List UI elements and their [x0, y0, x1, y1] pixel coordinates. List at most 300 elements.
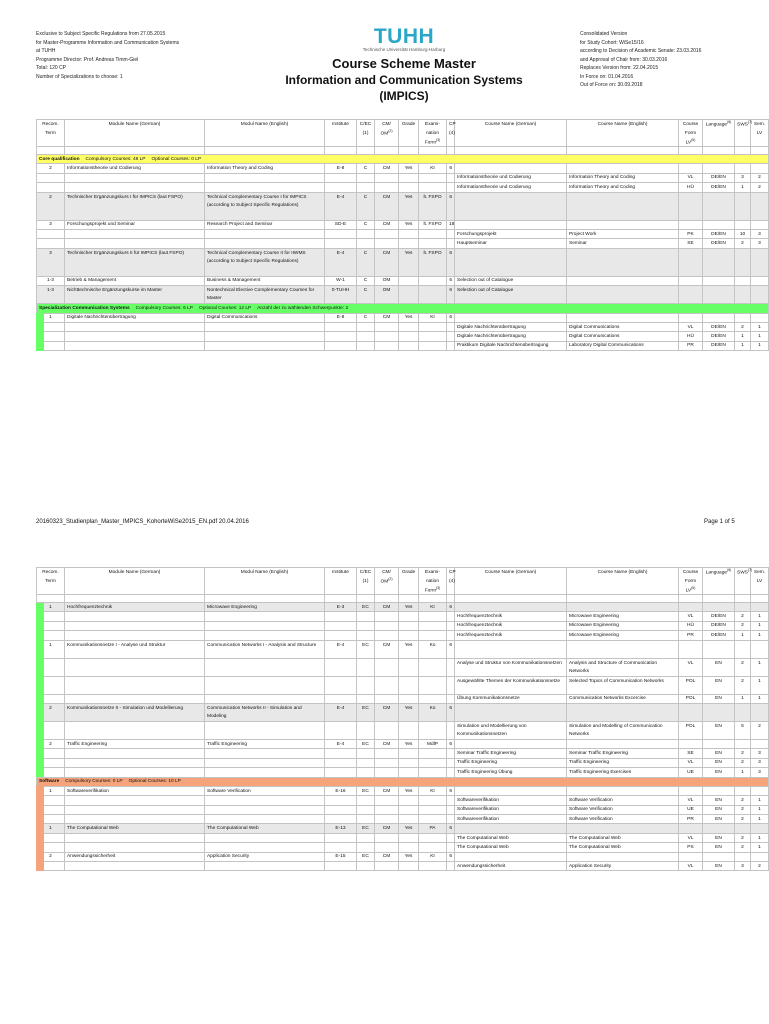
semester-cell: 3 [751, 749, 769, 758]
compulsory-elective-cell: EC [357, 786, 375, 795]
module-name-english-cell: Nontechnical Elective Complementary Courses for Master [205, 286, 325, 304]
course-form-cell: HÜ [679, 183, 703, 192]
cm-om-cell [375, 676, 399, 694]
credit-points-cell [447, 322, 455, 331]
institute-cell [325, 229, 357, 238]
module-name-english-cell [205, 173, 325, 182]
grade-cell [399, 721, 419, 739]
module-name-german-cell: Nichttechnische Ergänzungskurse im Master [65, 286, 205, 304]
spacer-cell [375, 595, 399, 603]
column-header-institute: Institute [325, 120, 357, 129]
course-name-english-cell [567, 313, 679, 322]
language-cell: EN [703, 749, 735, 758]
language-cell: EN [703, 796, 735, 805]
sws-cell [735, 786, 751, 795]
spacer-cell [325, 147, 357, 155]
grade-cell [399, 658, 419, 676]
cm-om-cell [375, 229, 399, 238]
credit-points-cell [447, 749, 455, 758]
cm-om-cell [375, 621, 399, 630]
credit-points-cell: 6 [447, 164, 455, 173]
column-header-grade: Grade [399, 568, 419, 577]
compulsory-elective-cell [357, 749, 375, 758]
language-cell: EN [703, 815, 735, 824]
grade-cell [399, 239, 419, 248]
recommended-term-cell [37, 229, 65, 238]
institute-cell: E-13 [325, 824, 357, 833]
compulsory-elective-cell: EC [357, 852, 375, 861]
table-row [37, 276, 769, 285]
spacer-cell [375, 147, 399, 155]
semester-cell [751, 852, 769, 861]
column-header-course-form: Course [679, 120, 703, 129]
category-credits: Anzahl der zu wählenden Schwerpunkte: 2 [257, 305, 349, 311]
sws-cell [735, 313, 751, 322]
course-form-cell [679, 703, 703, 721]
course-name-german-cell: Praktikum Digitale Nachrichtenübertragung [455, 341, 567, 350]
course-form-cell: VL [679, 862, 703, 871]
credit-points-cell: 6 [447, 248, 455, 276]
credit-points-cell: 6 [447, 824, 455, 833]
module-name-german-cell [65, 658, 205, 676]
table-header [37, 568, 769, 603]
institute-cell: E-4 [325, 248, 357, 276]
semester-cell: 1 [751, 612, 769, 621]
course-name-english-cell [567, 220, 679, 229]
grade-cell [399, 833, 419, 842]
cm-om-cell [375, 658, 399, 676]
module-name-german-cell [65, 612, 205, 621]
spacer-cell [679, 147, 703, 155]
column-header-examination-form: nation [419, 577, 447, 586]
semester-cell [751, 286, 769, 304]
institute-cell [325, 322, 357, 331]
module-name-english-cell [205, 721, 325, 739]
semester-cell [751, 276, 769, 285]
language-cell [703, 313, 735, 322]
credit-points-cell [447, 805, 455, 814]
grade-cell [399, 183, 419, 192]
module-name-english-cell: Technical Complementary Course II for IIWMS (according to Subject Specific Regulations) [205, 248, 325, 276]
category-name: Specialization Communication Systems [39, 305, 130, 311]
table-row [37, 815, 769, 824]
course-name-german-cell: The Computational Web [455, 833, 567, 842]
course-form-cell [679, 313, 703, 322]
course-name-german-cell: Softwareverifikation [455, 805, 567, 814]
module-name-german-cell [65, 341, 205, 350]
cm-om-cell [375, 796, 399, 805]
category-row [37, 304, 769, 313]
course-name-english-cell: Seminar [567, 239, 679, 248]
footnote-marker: (6) [727, 568, 732, 573]
compulsory-elective-cell [357, 815, 375, 824]
recommended-term-cell: 1 [37, 603, 65, 612]
category-name: Core qualification [39, 156, 80, 162]
table-row [37, 313, 769, 322]
column-header-credit-points: (4) [447, 129, 455, 138]
column-header-course-form: Form [679, 129, 703, 138]
course-name-english-cell: Software Verification [567, 796, 679, 805]
compulsory-elective-cell [357, 612, 375, 621]
cm-om-cell [375, 758, 399, 767]
course-form-cell [679, 640, 703, 658]
spacer-cell [65, 595, 205, 603]
column-header-semester: LV [751, 129, 769, 138]
column-header-recommended-term: Recom. [37, 120, 65, 129]
module-name-english-cell [205, 815, 325, 824]
semester-cell: 1 [751, 631, 769, 640]
course-name-german-cell: Traffic Engineering [455, 758, 567, 767]
credit-points-cell: 6 [447, 786, 455, 795]
column-header-cm-om: CM/ [375, 568, 399, 577]
credit-points-cell [447, 239, 455, 248]
course-name-english-cell: Traffic Engineering [567, 758, 679, 767]
grade-cell [399, 631, 419, 640]
cm-om-cell [375, 833, 399, 842]
category-row [37, 777, 769, 786]
module-name-english-cell: The Computational Web [205, 824, 325, 833]
module-name-english-cell [205, 862, 325, 871]
course-name-german-cell [455, 824, 567, 833]
document-title: Course Scheme Master [332, 56, 476, 71]
examination-form-cell: MdlP [419, 739, 447, 748]
course-form-cell: UE [679, 768, 703, 777]
semester-cell: 1 [751, 833, 769, 842]
table-row [37, 805, 769, 814]
column-header-examination-form: nation [419, 129, 447, 138]
cm-om-cell: CM [375, 786, 399, 795]
semester-cell: 1 [751, 796, 769, 805]
module-name-german-cell: Anwendungssicherheit [65, 852, 205, 861]
table-row [37, 843, 769, 852]
footnote-marker: (3) [435, 137, 441, 142]
course-form-cell: PS [679, 843, 703, 852]
course-form-cell [679, 286, 703, 304]
course-name-german-cell: Digitale Nachrichtenübertragung [455, 332, 567, 341]
compulsory-elective-cell [357, 843, 375, 852]
grade-cell: Yes [399, 703, 419, 721]
module-name-german-cell [65, 173, 205, 182]
language-cell: EN [703, 721, 735, 739]
column-header-recommended-term: Term [37, 129, 65, 138]
course-form-cell [679, 164, 703, 173]
examination-form-cell: lt. FSPO [419, 220, 447, 229]
table-body [37, 603, 769, 871]
column-header-module-name-english [205, 138, 325, 147]
page-1 [0, 0, 768, 512]
module-name-german-cell: Kommunikationsnetze II - Simulation und Modellierung [65, 703, 205, 721]
spacer-cell [205, 595, 325, 603]
course-form-cell: VL [679, 833, 703, 842]
module-name-english-cell: Communication Networks II - Simulation and Modeling [205, 703, 325, 721]
course-name-english-cell: Information Theory and Coding [567, 183, 679, 192]
column-header-recommended-term [37, 138, 65, 147]
table-row [37, 640, 769, 658]
column-header-sws [735, 577, 751, 586]
header-row [37, 138, 769, 147]
column-header-credit-points: CP [447, 120, 455, 129]
grade-cell [399, 332, 419, 341]
sws-cell [735, 852, 751, 861]
course-name-english-cell: Project Work [567, 229, 679, 238]
column-header-module-name-german [65, 586, 205, 595]
spacer-cell [447, 595, 455, 603]
semester-cell: 1 [751, 694, 769, 703]
page-2 [0, 548, 768, 1024]
course-form-cell: VL [679, 612, 703, 621]
language-cell [703, 220, 735, 229]
cm-om-cell [375, 694, 399, 703]
column-header-course-name-german [455, 138, 567, 147]
table-row [37, 192, 769, 220]
credit-points-cell [447, 833, 455, 842]
semester-cell [751, 192, 769, 220]
course-name-german-cell: The Computational Web [455, 843, 567, 852]
grade-cell [399, 276, 419, 285]
course-name-english-cell [567, 192, 679, 220]
module-name-german-cell [65, 183, 205, 192]
course-name-german-cell: Informationstheorie und Codierung [455, 183, 567, 192]
compulsory-elective-cell: EC [357, 640, 375, 658]
module-name-english-cell [205, 332, 325, 341]
course-name-english-cell: Microwave Engineering [567, 621, 679, 630]
institute-cell [325, 833, 357, 842]
column-header-language [703, 138, 735, 147]
institute-cell: E-8 [325, 164, 357, 173]
tuhh-logo: TUHH [373, 25, 435, 48]
grade-cell: Yes [399, 603, 419, 612]
module-name-english-cell [205, 843, 325, 852]
compulsory-elective-cell [357, 341, 375, 350]
credit-points-cell: 18 [447, 220, 455, 229]
examination-form-cell [419, 229, 447, 238]
column-header-cm-om: OM$^{(2)}$ [375, 577, 399, 586]
course-name-english-cell: Simulation and Modelling of Communication Networks [567, 721, 679, 739]
recommended-term-cell: 3 [37, 248, 65, 276]
course-name-german-cell [455, 248, 567, 276]
column-header-course-name-german [455, 577, 567, 586]
column-header-course-name-english [567, 586, 679, 595]
institute-cell: E-16 [325, 786, 357, 795]
footnote-marker: (7) [747, 120, 753, 125]
cm-om-cell [375, 173, 399, 182]
recommended-term-cell: 2 [37, 164, 65, 173]
column-header-institute [325, 129, 357, 138]
module-name-english-cell [205, 658, 325, 676]
column-header-module-name-german: Module Name (German) [65, 568, 205, 577]
sws-cell [735, 703, 751, 721]
course-form-cell [679, 220, 703, 229]
sws-cell: 2 [735, 749, 751, 758]
header-left-line: at TUHH [36, 48, 56, 54]
recommended-term-cell: 1-3 [37, 286, 65, 304]
course-table-page-1 [36, 119, 769, 351]
course-name-german-cell: Simulation und Modellierung von Kommunikationsnetzen [455, 721, 567, 739]
spacer-cell [419, 595, 447, 603]
module-name-german-cell [65, 796, 205, 805]
table-row [37, 658, 769, 676]
course-name-english-cell: The Computational Web [567, 843, 679, 852]
compulsory-elective-cell [357, 768, 375, 777]
examination-form-cell: KI [419, 786, 447, 795]
semester-cell: 3 [751, 768, 769, 777]
table-row [37, 758, 769, 767]
grade-cell [399, 843, 419, 852]
sws-cell [735, 603, 751, 612]
sws-cell: 2 [735, 758, 751, 767]
table-row [37, 768, 769, 777]
institute-cell: E-4 [325, 192, 357, 220]
cm-om-cell [375, 612, 399, 621]
sws-cell [735, 739, 751, 748]
footnote-marker: (2) [388, 577, 393, 582]
cm-om-cell: CM [375, 603, 399, 612]
semester-cell: 1 [751, 805, 769, 814]
module-name-english-cell [205, 621, 325, 630]
header-right-line: Consolidated Version [580, 31, 628, 37]
sws-cell: 1 [735, 694, 751, 703]
module-name-german-cell: Technischer Ergänzungskurs I für IMPICS (laut FSPO) [65, 192, 205, 220]
language-cell [703, 739, 735, 748]
language-cell: EN [703, 843, 735, 852]
module-name-german-cell [65, 805, 205, 814]
examination-form-cell [419, 341, 447, 350]
institute-cell [325, 694, 357, 703]
spacer-cell [455, 147, 567, 155]
spacer-cell [703, 595, 735, 603]
language-cell [703, 603, 735, 612]
compulsory-elective-cell [357, 658, 375, 676]
programme-abbreviation: (IMPICS) [379, 89, 429, 103]
course-form-cell: HÜ [679, 332, 703, 341]
semester-cell: 1 [751, 658, 769, 676]
course-name-english-cell: Software Verification [567, 805, 679, 814]
language-cell [703, 192, 735, 220]
institute-cell: SD-E [325, 220, 357, 229]
footnote-marker: (3) [435, 585, 441, 590]
module-name-english-cell [205, 833, 325, 842]
course-name-english-cell [567, 164, 679, 173]
course-name-german-cell [455, 192, 567, 220]
column-header-semester: Sem. [751, 120, 769, 129]
institute-cell [325, 805, 357, 814]
grade-cell [399, 749, 419, 758]
module-name-english-cell [205, 239, 325, 248]
semester-cell: 3 [751, 239, 769, 248]
examination-form-cell [419, 322, 447, 331]
sws-cell: 1 [735, 768, 751, 777]
course-name-german-cell [455, 603, 567, 612]
sws-cell [735, 192, 751, 220]
course-form-cell [679, 852, 703, 861]
language-cell [703, 824, 735, 833]
institute-cell: E-8 [325, 313, 357, 322]
credit-points-cell [447, 694, 455, 703]
spacer-cell [735, 147, 751, 155]
language-cell [703, 640, 735, 658]
header-row [37, 120, 769, 129]
credit-points-cell: 6 [447, 852, 455, 861]
category-credits: Compulsory Courses: 48 LP [85, 156, 146, 162]
column-header-institute [325, 577, 357, 586]
cm-om-cell: OM [375, 276, 399, 285]
semester-cell: 3 [751, 758, 769, 767]
institute-cell: 0-TUHH [325, 286, 357, 304]
institute-cell [325, 173, 357, 182]
credit-points-cell: 6 [447, 313, 455, 322]
column-header-compulsory-elective: (1) [357, 129, 375, 138]
module-name-german-cell [65, 843, 205, 852]
grade-cell [399, 621, 419, 630]
course-name-german-cell [455, 852, 567, 861]
column-header-module-name-german [65, 138, 205, 147]
module-name-german-cell [65, 621, 205, 630]
module-name-german-cell [65, 862, 205, 871]
credit-points-cell [447, 721, 455, 739]
semester-cell: 1 [751, 676, 769, 694]
course-name-english-cell: Communication Networks Excercise [567, 694, 679, 703]
language-cell: DE/EN [703, 239, 735, 248]
grade-cell: Yes [399, 164, 419, 173]
header-row [37, 577, 769, 586]
course-form-cell: SE [679, 239, 703, 248]
credit-points-cell [447, 815, 455, 824]
credit-points-cell [447, 183, 455, 192]
column-header-sws [735, 138, 751, 147]
credit-points-cell [447, 229, 455, 238]
semester-cell [751, 703, 769, 721]
credit-points-cell [447, 843, 455, 852]
credit-points-cell [447, 173, 455, 182]
cm-om-cell [375, 862, 399, 871]
institute-cell: E-4 [325, 739, 357, 748]
column-header-module-name-german [65, 577, 205, 586]
course-name-english-cell [567, 248, 679, 276]
module-name-english-cell: Business & Management [205, 276, 325, 285]
sws-cell: 2 [735, 796, 751, 805]
language-cell: DE/EN [703, 183, 735, 192]
header-spacer [37, 147, 769, 155]
column-header-credit-points [447, 138, 455, 147]
course-name-english-cell: Analysis and Structure of Communication Networks [567, 658, 679, 676]
header-left-info [36, 30, 179, 81]
table-row [37, 833, 769, 842]
course-name-english-cell: Application Security [567, 862, 679, 871]
table-body [37, 155, 769, 351]
footer-page-number: Page 1 of 5 [704, 519, 735, 525]
module-name-german-cell [65, 694, 205, 703]
table-row [37, 239, 769, 248]
column-header-course-name-german [455, 586, 567, 595]
grade-cell: Yes [399, 786, 419, 795]
column-header-examination-form: Exami- [419, 120, 447, 129]
sws-cell: 2 [735, 815, 751, 824]
sws-cell: 10 [735, 229, 751, 238]
cm-om-cell [375, 332, 399, 341]
grade-cell: Yes [399, 852, 419, 861]
compulsory-elective-cell [357, 758, 375, 767]
column-header-language: Language$^{(6)}$ [703, 120, 735, 129]
header-row [37, 586, 769, 595]
sws-cell [735, 286, 751, 304]
course-form-cell [679, 824, 703, 833]
module-name-german-cell [65, 758, 205, 767]
semester-cell: 1 [751, 341, 769, 350]
grade-cell [399, 322, 419, 331]
credit-points-cell: 6 [447, 286, 455, 304]
credit-points-cell: 6 [447, 703, 455, 721]
module-name-german-cell [65, 721, 205, 739]
